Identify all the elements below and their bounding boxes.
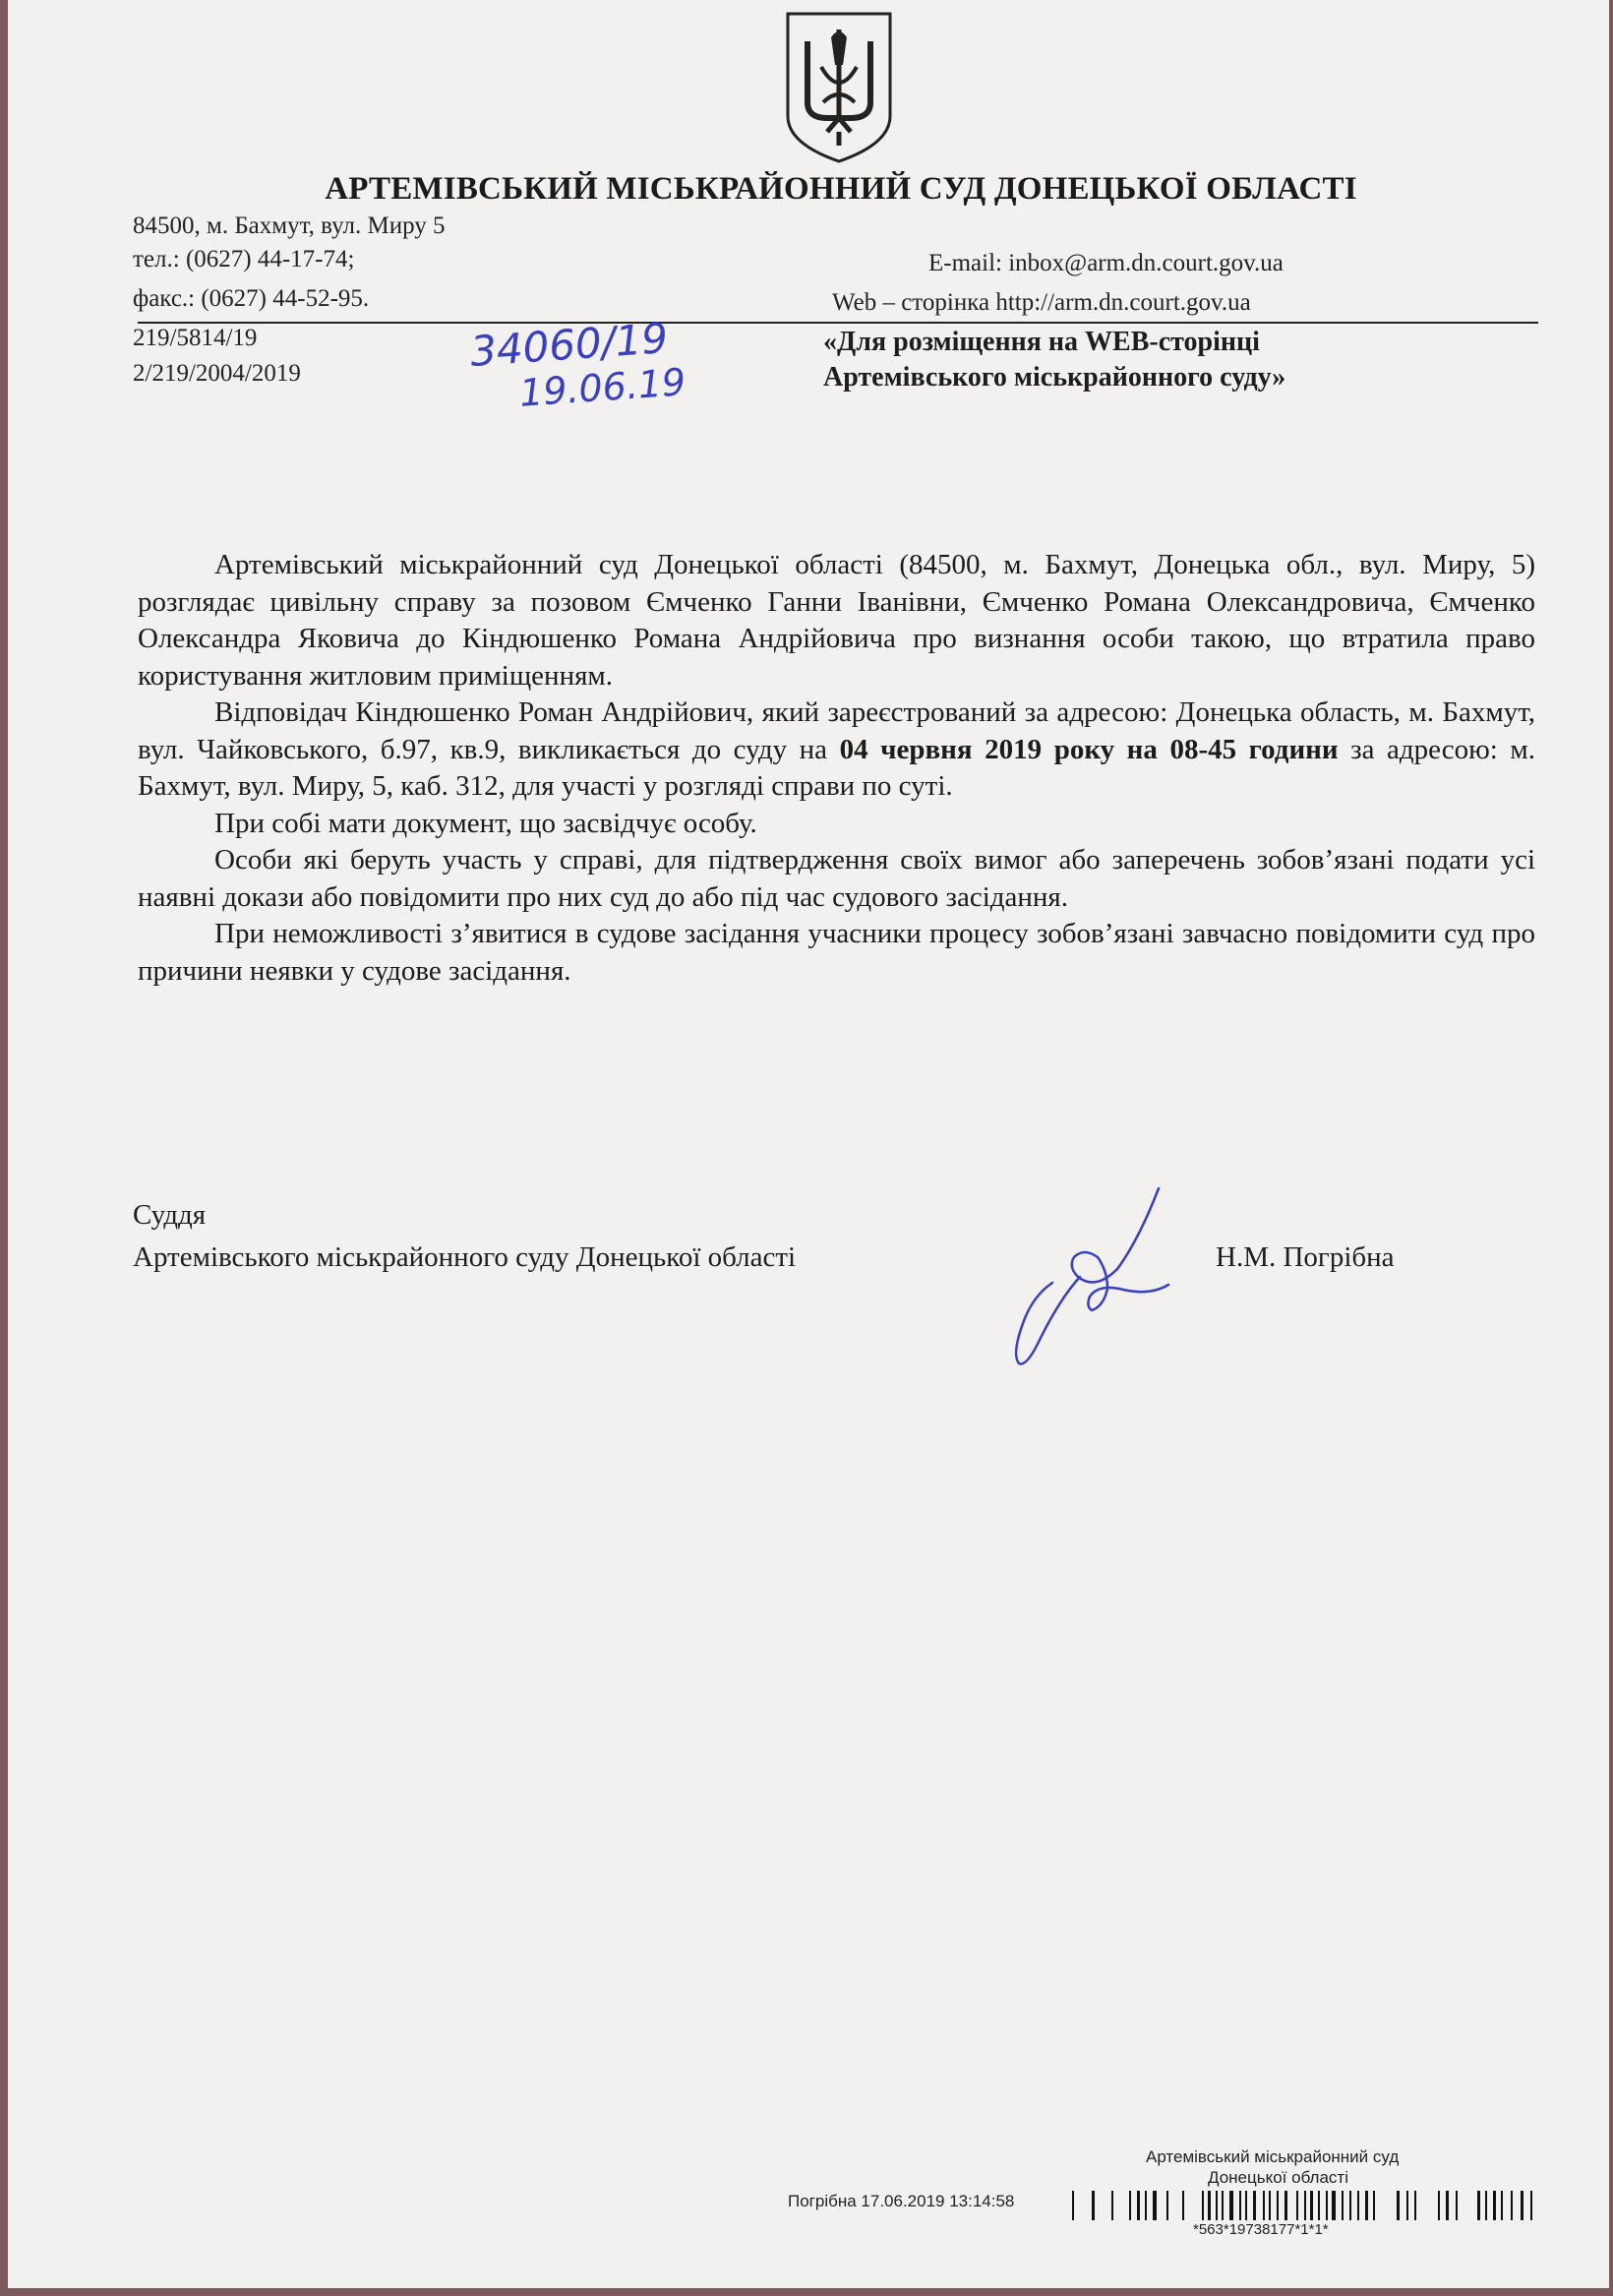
stamp-org-line1: Артемівський міськрайонний суд [1146, 2147, 1400, 2166]
paragraph-absence: При неможливості з’явитися в судове засідання учасники процесу зобов’язані завчасно повідомити суд про причини неявки у судове засідання. [138, 918, 1535, 987]
handwritten-reg-date: 19.06.19 [517, 360, 687, 415]
court-address: 84500, м. Бахмут, вул. Миру 5 [133, 212, 446, 239]
court-email: E-mail: inbox@arm.dn.court.gov.ua [928, 250, 1284, 276]
notice-body [138, 547, 1535, 990]
barcode-code: *563*19738177*1*1* [1193, 2221, 1329, 2238]
coat-of-arms-icon [780, 8, 898, 165]
document-page [8, 0, 1609, 2288]
paragraph-evidence: Особи які беруть участь у справі, для підтвердження своїх вимог або заперечень зобов’язані подати усі наявні докази або повідомити про них суд до або під час судового засідання. [138, 844, 1535, 913]
court-phone: тел.: (0627) 44-17-74; [133, 246, 355, 272]
paragraph-id-document: При собі мати документ, що засвідчує особу. [214, 807, 757, 839]
court-name: АРТЕМІВСЬКИЙ МІСЬКРАЙОННИЙ СУД ДОНЕЦЬКОЇ ОБЛАСТІ [325, 171, 1357, 207]
paragraph-summons: Відповідач Кіндюшенко Роман Андрійович, який зареєстрований за адресою: Донецька область, м. Бахмут, вул. Чайковського, б.97, кв.9, викликається до суду на 04 червня 2019 року на 08-45 години за адресою: м. Бахмут, вул. Миру, 5, каб. 312, для участі у розгляді справи по суті. [138, 696, 1535, 802]
web-note-line2: Артемівського міськрайонного суду» [823, 362, 1286, 393]
signature-title: Суддя [133, 1199, 207, 1231]
stamp-user-time: Погрібна 17.06.2019 13:14:58 [788, 2192, 1015, 2210]
signature-position: Артемівського міськрайонного суду Донецької області [133, 1241, 797, 1273]
court-web: Web – сторінка http://arm.dn.court.gov.ua [832, 289, 1251, 316]
court-fax: факс.: (0627) 44-52-95. [133, 285, 370, 312]
handwritten-reg-number: 34060/19 [468, 314, 670, 376]
case-number: 219/5814/19 [133, 325, 258, 351]
stamp-org-line2: Донецької області [1208, 2168, 1348, 2187]
proceeding-number: 2/219/2004/2019 [133, 360, 301, 387]
web-note-line1: «Для розміщення на WEB-сторінці [823, 327, 1260, 357]
hearing-datetime: 04 червня 2019 року на 08-45 години [839, 733, 1339, 765]
header-divider [138, 322, 1538, 324]
handwritten-signature [1001, 1180, 1183, 1377]
barcode [1072, 2191, 1534, 2224]
paragraph-claim: Артемівський міськрайонний суд Донецької області (84500, м. Бахмут, Донецька обл., вул. Миру, 5) розглядає цивільну справу за позовом Ємченко Ганни Іванівни, Ємченко Романа Олександровича, Ємченко Олександра Яковича до Кіндюшенко Романа Андрійовича про визнання особи такою, що втратила право користування житловим приміщенням. [138, 549, 1535, 692]
signature-name: Н.М. Погрібна [1216, 1241, 1395, 1273]
